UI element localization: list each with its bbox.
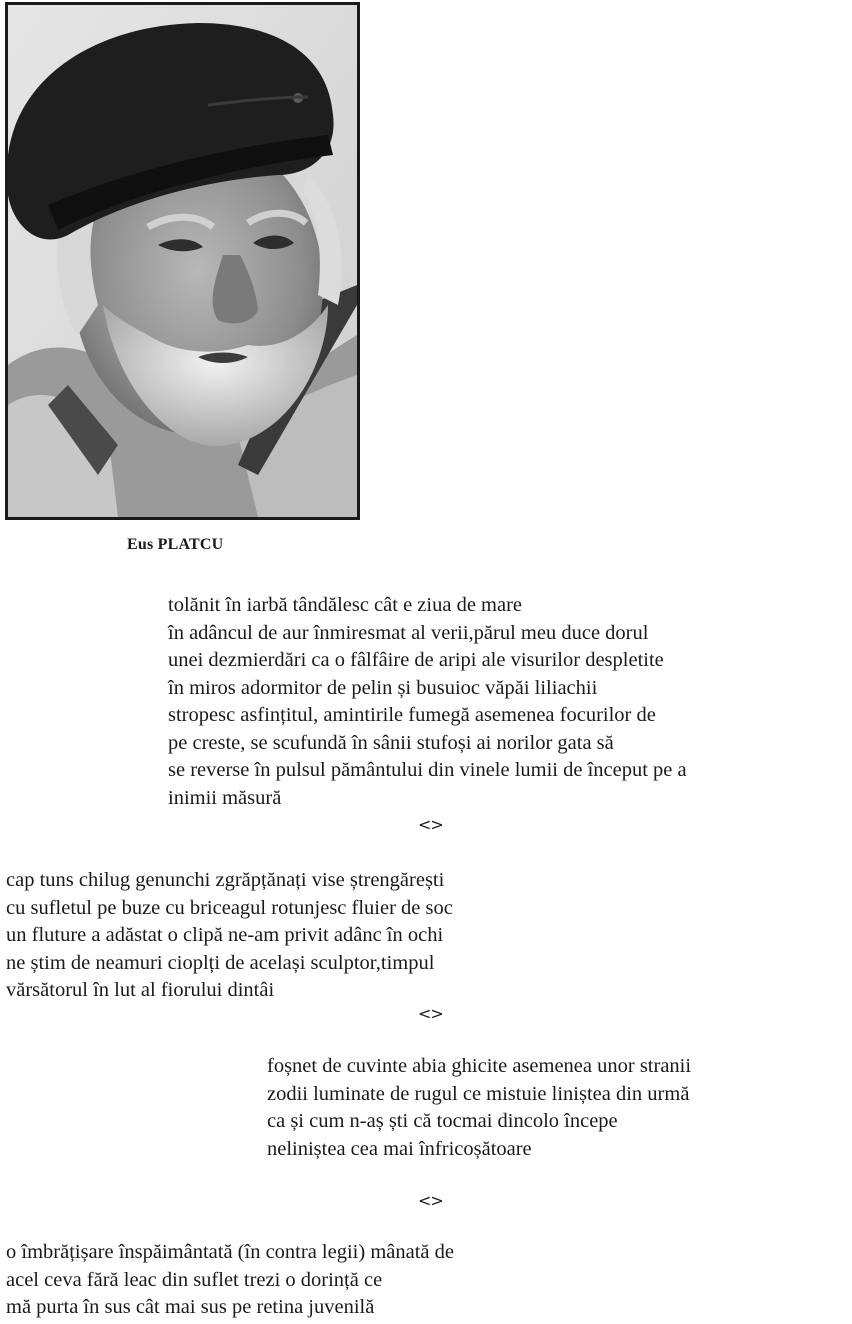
poem-line: unei dezmierdări ca o fâlfâire de aripi ale visurilor despletite <box>168 649 664 671</box>
poem-line: o îmbrățișare înspăimântată (în contra legii) mânată de <box>6 1241 454 1263</box>
poem-line: cu sufletul pe buze cu briceagul rotunjesc fluier de soc <box>6 896 453 919</box>
poem-line: se reverse în pulsul pământului din vinele lumii de început pe a <box>168 759 687 781</box>
stanza-separator: <> <box>418 1004 443 1023</box>
poem-line: acel ceva fără leac din suflet trezi o dorință ce <box>6 1268 383 1291</box>
poem-line: mă purta în sus cât mai sus pe retina juvenilă <box>6 1296 375 1318</box>
portrait-illustration <box>8 5 357 517</box>
poem-line: vărsătorul în lut al fiorului dintâi <box>6 979 275 1001</box>
poem-line: în miros adormitor de pelin și busuioc văpăi liliachii <box>168 676 598 699</box>
poem-line: tolănit în iarbă tândălesc cât e ziua de mare <box>168 594 523 616</box>
poem-line: foșnet de cuvinte abia ghicite asemenea unor stranii <box>267 1055 692 1077</box>
poem-stanza <box>6 867 453 1005</box>
poem-line: inimii măsură <box>168 786 282 809</box>
poem-line: pe creste, se scufundă în sânii stufoși ai norilor gata să <box>168 731 614 754</box>
poem-line: ne știm de neamuri cioplți de același sculptor,timpul <box>6 951 435 974</box>
poem-line: zodii luminate de rugul ce mistuie liniștea din urmă <box>267 1082 690 1105</box>
poem-line: cap tuns chilug genunchi zgrăpțănați vise ștrengărești <box>6 869 445 891</box>
author-name: Eus PLATCU <box>127 536 224 553</box>
stanza-separator: <> <box>418 1191 443 1210</box>
poem-line: în adâncul de aur înmiresmat al verii,părul meu duce dorul <box>168 621 649 644</box>
poem-stanza <box>267 1053 691 1163</box>
poem-line: neliniștea cea mai înfricoșătoare <box>267 1137 532 1160</box>
poem-stanza <box>6 1239 454 1322</box>
poem-line: stropesc asfințitul, amintirile fumegă asemenea focurilor de <box>168 704 656 726</box>
poem-stanza <box>168 592 687 812</box>
author-portrait-photo <box>5 2 360 520</box>
poem-line: un fluture a adăstat o clipă ne-am privit adânc în ochi <box>6 924 444 946</box>
stanza-separator: <> <box>418 815 443 834</box>
poem-line: ca și cum n-aș ști că tocmai dincolo începe <box>267 1110 618 1132</box>
